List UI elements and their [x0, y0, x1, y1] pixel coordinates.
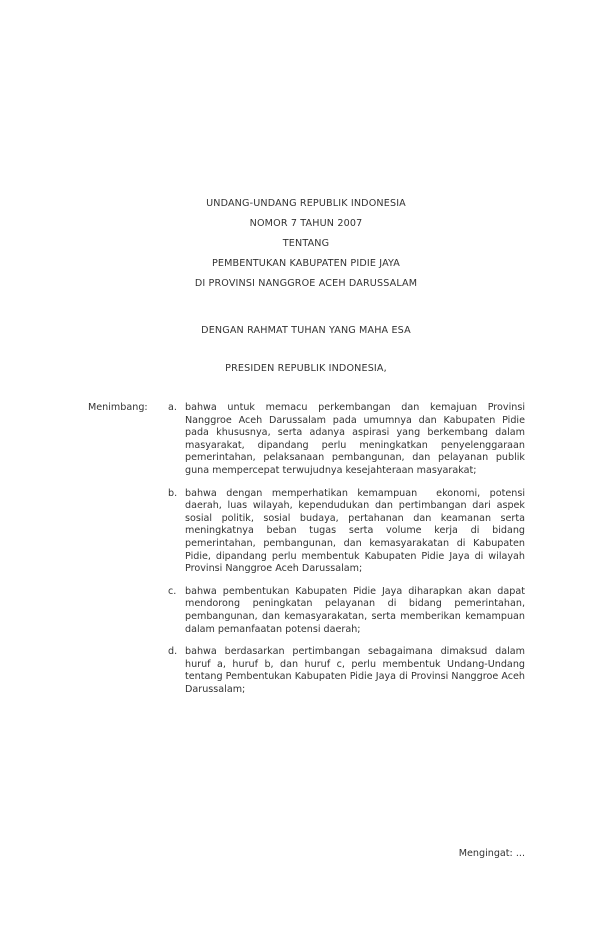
list-item-marker: d. [168, 646, 178, 658]
considerations-section [88, 402, 529, 696]
document-about-label: TENTANG [282, 238, 330, 249]
considerations-list [168, 402, 529, 696]
list-item [168, 487, 529, 576]
list-item [168, 402, 529, 478]
document-subject-line-1: PEMBENTUKAN KABUPATEN PIDIE JAYA [211, 258, 401, 269]
list-item-marker: c. [168, 585, 177, 597]
invocation-block [0, 321, 612, 379]
list-item-marker: b. [168, 487, 178, 499]
considerations-label: Menimbang: [88, 402, 148, 413]
continuation-note: Mengingat: ... [458, 848, 525, 859]
list-item-text: bahwa untuk memacu perkembangan dan kemajuan Provinsi Nanggroe Aceh Darussalam pada umumnya dan Kabupaten Pidie pada khususnya, serta adanya aspirasi yang berkembang dalam masyarakat, dipandang perlu meningkatkan penyelenggaraan pemerintahan, pelaksanaan pembangunan, dan pelayanan publik guna mempercepat terwujudnya kesejahteraan masyarakat; [185, 402, 529, 476]
invocation-text: DENGAN RAHMAT TUHAN YANG MAHA ESA [201, 325, 411, 336]
list-item [168, 585, 529, 636]
list-item-text: bahwa berdasarkan pertimbangan sebagaimana dimaksud dalam huruf a, huruf b, dan huruf c, perlu membentuk Undang-Undang tentang Pembentukan Kabupaten Pidie Jaya di Provinsi Nanggroe Aceh Darussalam; [185, 646, 529, 695]
document-number: NOMOR 7 TAHUN 2007 [249, 218, 363, 229]
list-item-text: bahwa pembentukan Kabupaten Pidie Jaya diharapkan akan dapat mendorong peningkatan pelayanan di bidang pemerintahan, pembangunan, dan kemasyarakatan, serta memberikan kemampuan dalam pemanfaatan potensi daerah; [185, 585, 529, 635]
list-item [168, 646, 529, 696]
document-title-block [0, 194, 612, 294]
invocation-spacer [0, 341, 612, 359]
list-item-text: bahwa dengan memperhatikan kemampuan ekonomi, potensi daerah, luas wilayah, kependudukan dan pertimbangan dari aspek sosial politik, sosial budaya, pertahanan dan keamanan serta meningkatnya beban tugas serta volume kerja di bidang pemerintahan, pembangunan, dan kemasyarakatan di Kabupaten Pidie, dipandang perlu membentuk Kabupaten Pidie Jaya di wilayah Provinsi Nanggroe Aceh Darussalam; [185, 487, 529, 575]
considerations-row [88, 402, 529, 696]
page-title: UNDANG-UNDANG REPUBLIK INDONESIA [206, 198, 406, 209]
list-item-marker: a. [168, 402, 177, 413]
issuer-text: PRESIDEN REPUBLIK INDONESIA, [225, 363, 387, 374]
document-subject-line-2: DI PROVINSI NANGGROE ACEH DARUSSALAM [194, 278, 418, 289]
